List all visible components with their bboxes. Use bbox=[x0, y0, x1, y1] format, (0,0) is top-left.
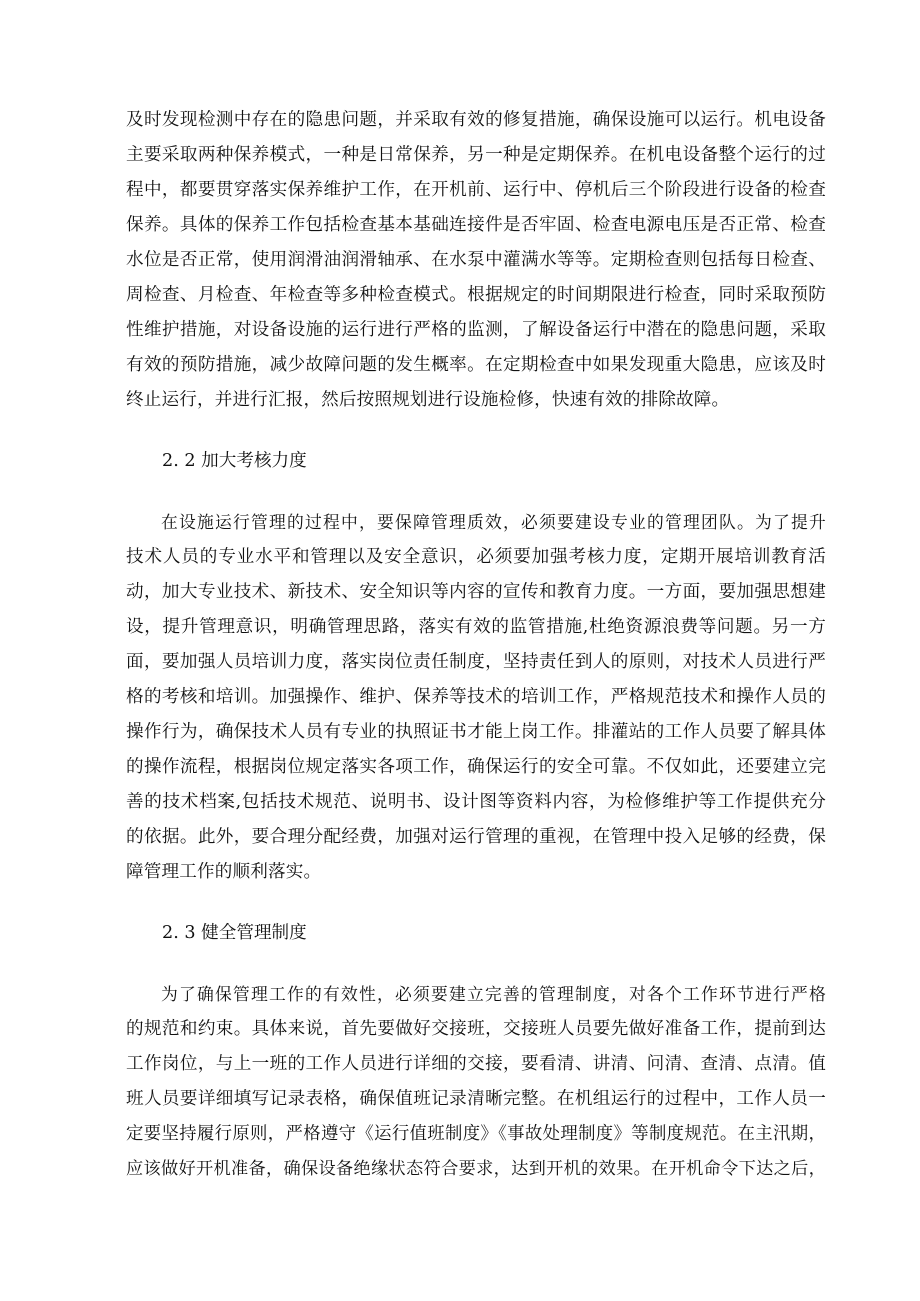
section-heading-2-3: 2. 3 健全管理制度 bbox=[162, 923, 307, 943]
paragraph-line: 操作行为，确保技术人员有专业的执照证书才能上岗工作。排灌站的工作人员要了解具体 bbox=[126, 722, 826, 742]
paragraph-line: 的依据。此外，要合理分配经费，加强对运行管理的重视，在管理中投入足够的经费，保 bbox=[126, 827, 826, 847]
paragraph-line: 工作岗位，与上一班的工作人员进行详细的交接，要看清、讲清、问清、查清、点清。值 bbox=[126, 1054, 826, 1074]
paragraph-line: 终止运行，并进行汇报，然后按照规划进行设施检修，快速有效的排除故障。 bbox=[126, 390, 730, 410]
document-body bbox=[126, 103, 826, 1187]
spacer bbox=[126, 418, 826, 444]
spacer bbox=[126, 951, 826, 977]
paragraph-line: 善的技术档案,包括技术规范、说明书、设计图等资料内容，为检修维护等工作提供充分 bbox=[126, 792, 826, 812]
paragraph-line: 技术人员的专业水平和管理以及安全意识，必须要加强考核力度，定期开展培训教育活 bbox=[126, 547, 826, 567]
paragraph-line: 为了确保管理工作的有效性，必须要建立完善的管理制度，对各个工作环节进行严格 bbox=[161, 984, 826, 1004]
section-heading-2-2: 2. 2 加大考核力度 bbox=[162, 451, 307, 471]
paragraph-line: 格的考核和培训。加强操作、维护、保养等技术的培训工作，严格规范技术和操作人员的 bbox=[126, 687, 826, 707]
paragraph-line: 定要坚持履行原则，严格遵守《运行值班制度》《事故处理制度》等制度规范。在主汛期， bbox=[126, 1124, 826, 1144]
paragraph-line: 水位是否正常，使用润滑油润滑轴承、在水泵中灌满水等等。定期检查则包括每日检查、 bbox=[126, 250, 826, 270]
paragraph-line: 应该做好开机准备，确保设备绝缘状态符合要求，达到开机的效果。在开机命令下达之后， bbox=[126, 1159, 826, 1179]
paragraph-line: 保养。具体的保养工作包括检查基本基础连接件是否牢固、检查电源电压是否正常、检查 bbox=[126, 215, 826, 235]
paragraph-line: 设，提升管理意识，明确管理思路，落实有效的监管措施,杜绝资源浪费等问题。另一方 bbox=[126, 617, 826, 637]
paragraph-line: 的操作流程，根据岗位规定落实各项工作，确保运行的安全可靠。不仅如此，还要建立完 bbox=[126, 757, 826, 777]
paragraph-line: 及时发现检测中存在的隐患问题，并采取有效的修复措施，确保设施可以运行。机电设备 bbox=[126, 110, 826, 130]
paragraph-assessment bbox=[126, 505, 826, 890]
paragraph-line: 动，加大专业技术、新技术、安全知识等内容的宣传和教育力度。一方面，要加强思想建 bbox=[126, 582, 826, 602]
paragraph-line: 程中，都要贯穿落实保养维护工作，在开机前、运行中、停机后三个阶段进行设备的检查 bbox=[126, 180, 826, 200]
paragraph-line: 面，要加强人员培训力度，落实岗位责任制度，坚持责任到人的原则，对技术人员进行严 bbox=[126, 652, 826, 672]
paragraph-line: 在设施运行管理的过程中，要保障管理质效，必须要建设专业的管理团队。为了提升 bbox=[161, 512, 826, 532]
paragraph-line: 有效的预防措施，减少故障问题的发生概率。在定期检查中如果发现重大隐患，应该及时 bbox=[126, 355, 826, 375]
spacer bbox=[126, 479, 826, 505]
paragraph-management-system bbox=[126, 977, 826, 1187]
paragraph-line: 班人员要详细填写记录表格，确保值班记录清晰完整。在机组运行的过程中，工作人员一 bbox=[126, 1089, 826, 1109]
spacer bbox=[126, 890, 826, 916]
paragraph-line: 障管理工作的顺利落实。 bbox=[126, 862, 322, 882]
paragraph-line: 性维护措施，对设备设施的运行进行严格的监测，了解设备运行中潜在的隐患问题，采取 bbox=[126, 320, 826, 340]
paragraph-maintenance-modes bbox=[126, 103, 826, 418]
paragraph-line: 的规范和约束。具体来说，首先要做好交接班，交接班人员要先做好准备工作，提前到达 bbox=[126, 1019, 826, 1039]
paragraph-line: 周检查、月检查、年检查等多种检查模式。根据规定的时间期限进行检查，同时采取预防 bbox=[126, 285, 826, 305]
paragraph-line: 主要采取两种保养模式，一种是日常保养，另一种是定期保养。在机电设备整个运行的过 bbox=[126, 145, 826, 165]
